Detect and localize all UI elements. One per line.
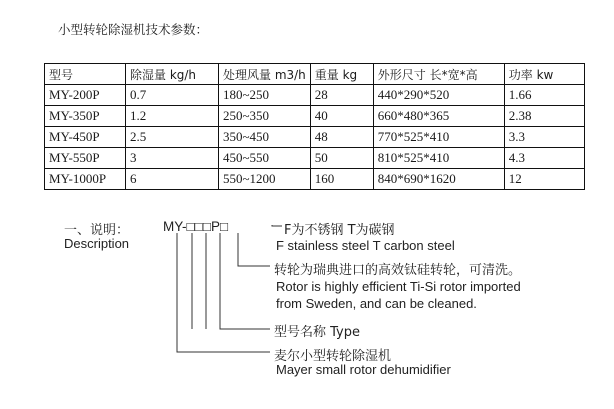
cell-power: 4.3 (504, 148, 584, 169)
material-en: F stainless steel T carbon steel (276, 238, 455, 253)
connector-rotor (238, 233, 270, 266)
cell-weight: 48 (310, 127, 373, 148)
cell-airflow: 450~550 (219, 148, 311, 169)
cell-power: 12 (504, 169, 584, 190)
connector-type (220, 233, 270, 329)
cell-airflow: 350~450 (219, 127, 311, 148)
cell-dehumidify: 2.5 (126, 127, 219, 148)
cell-dehumidify: 6 (126, 169, 219, 190)
spec-title: 小型转轮除湿机技术参数： (58, 22, 209, 37)
cell-model: MY-450P (45, 127, 126, 148)
connector-maker (177, 233, 270, 352)
header-power: 功率 kw (504, 64, 584, 85)
cell-model: MY-1000P (45, 169, 126, 190)
maker-zh: 麦尔小型转轮除湿机 (274, 349, 392, 364)
cell-weight: 28 (310, 85, 373, 106)
rotor-en-line2: from Sweden, and can be cleaned. (276, 296, 477, 311)
description-heading-zh: 一、说明： (64, 223, 130, 238)
model-code: MY-□□□P□ (163, 219, 229, 234)
cell-airflow: 250~350 (219, 106, 311, 127)
maker-en: Mayer small rotor dehumidifier (276, 362, 451, 377)
cell-dimensions: 770*525*410 (373, 127, 504, 148)
cell-model: MY-350P (45, 106, 126, 127)
cell-model: MY-200P (45, 85, 126, 106)
cell-dimensions: 840*690*1620 (373, 169, 504, 190)
cell-weight: 50 (310, 148, 373, 169)
cell-power: 1.66 (504, 85, 584, 106)
material-zh: F为不锈钢 T为碳钢 (284, 223, 395, 238)
cell-weight: 40 (310, 106, 373, 127)
connector-material (272, 225, 282, 226)
cell-dimensions: 440*290*520 (373, 85, 504, 106)
header-dehumidify: 除湿量 kg/h (126, 64, 219, 85)
header-weight: 重量 kg (310, 64, 373, 85)
description-heading-en: Description (64, 236, 130, 251)
cell-dehumidify: 3 (126, 148, 219, 169)
cell-dimensions: 660*480*365 (373, 106, 504, 127)
header-model: 型号 (45, 64, 126, 85)
cell-model: MY-550P (45, 148, 126, 169)
cell-dehumidify: 0.7 (126, 85, 219, 106)
header-dimensions: 外形尺寸 长*宽*高 (373, 64, 504, 85)
rotor-zh: 转轮为瑞典进口的高效钛硅转轮，可清洗。 (274, 263, 522, 278)
rotor-en-line1: Rotor is highly efficient Ti-Si rotor imported (276, 279, 521, 294)
cell-dimensions: 810*525*410 (373, 148, 504, 169)
cell-dehumidify: 1.2 (126, 106, 219, 127)
cell-power: 3.3 (504, 127, 584, 148)
cell-power: 2.38 (504, 106, 584, 127)
cell-airflow: 180~250 (219, 85, 311, 106)
cell-weight: 160 (310, 169, 373, 190)
type-label: 型号名称 Type (274, 325, 360, 340)
header-airflow: 处理风量 m3/h (219, 64, 311, 85)
cell-airflow: 550~1200 (219, 169, 311, 190)
